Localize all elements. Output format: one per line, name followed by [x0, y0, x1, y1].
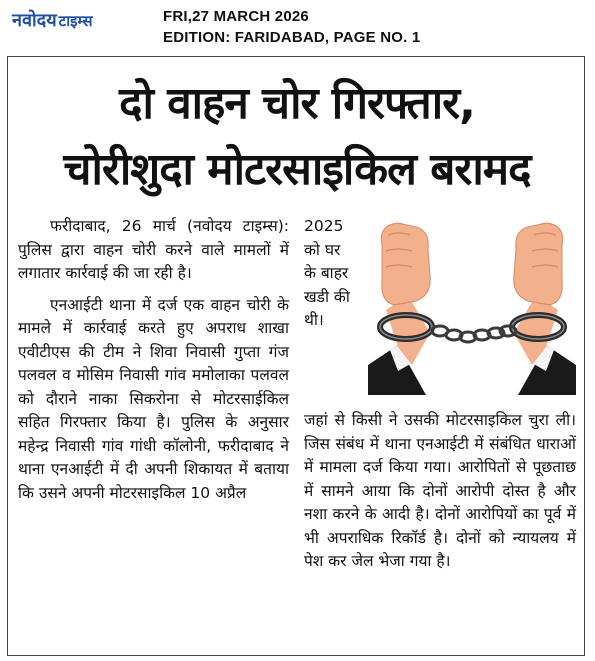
logo-sub-text: टाइम्स	[58, 12, 93, 30]
edition-info: EDITION: FARIDABAD, PAGE NO. 1	[163, 29, 421, 46]
article-column-1	[18, 215, 289, 505]
article-paragraph-intro: फरीदाबाद, 26 मार्च (नवोदय टाइम्स): पुलिस द्वारा वाहन चोरी करने वाले मामलों में लगातार कार्रवाई की जा रही है।	[18, 217, 289, 282]
article-column-2-narrow: 2025 को घर के बाहर खडी की थी।	[304, 217, 350, 329]
article-paragraph-main: एनआईटी थाना में दर्ज एक वाहन चोरी के मामले में कार्रवाई करते हुए अपराध शाखा एवीटीएस की टीम ने शिवा निवासी गुप्ता गंज पलवल व मोसिम निवासी गांव ममोलाका पलवल को दौराने नाका सिकरोना से मोटरसाईकिल सहित गिरफ्तार किया है। पुलिस के अनुसार महेन्द्र निवासी गांव गांधी कॉलोनी, फरीदाबाद ने थाना एनआईटी में दी अपनी शिकायत में बताया कि उसने अपनी मोटरसाइकिल 10 अप्रैल	[18, 295, 289, 502]
article-column-2	[304, 409, 576, 574]
newspaper-logo	[12, 8, 93, 32]
issue-date: FRI,27 MARCH 2026	[163, 8, 309, 25]
news-clipping	[7, 56, 585, 656]
logo-main-text: नवोदय	[12, 10, 57, 31]
headline-line-1: दो वाहन चोर गिरफ्तार,	[119, 78, 475, 129]
handcuffed-hands-illustration	[368, 215, 576, 395]
page-header	[0, 0, 595, 48]
article-paragraph-continued: जहां से किसी ने उसकी मोटरसाइकिल चुरा ली। जिस संबंध में थाना एनआईटी में संबंधित धाराओं में मामला दर्ज किया गया। आरोपितों से पूछताछ में सामने आया कि दोनों आरोपी दोस्त है और नशा करने के आदी है। दोनों आरोपियों का पूर्व में भी अपराधिक रिकॉर्ड है। दोनों को न्यायलय में पेश कर जेल भेजा गया है।	[304, 411, 576, 570]
headline-line-2: चोरीशुदा मोटरसाइकिल बरामद	[63, 144, 531, 195]
